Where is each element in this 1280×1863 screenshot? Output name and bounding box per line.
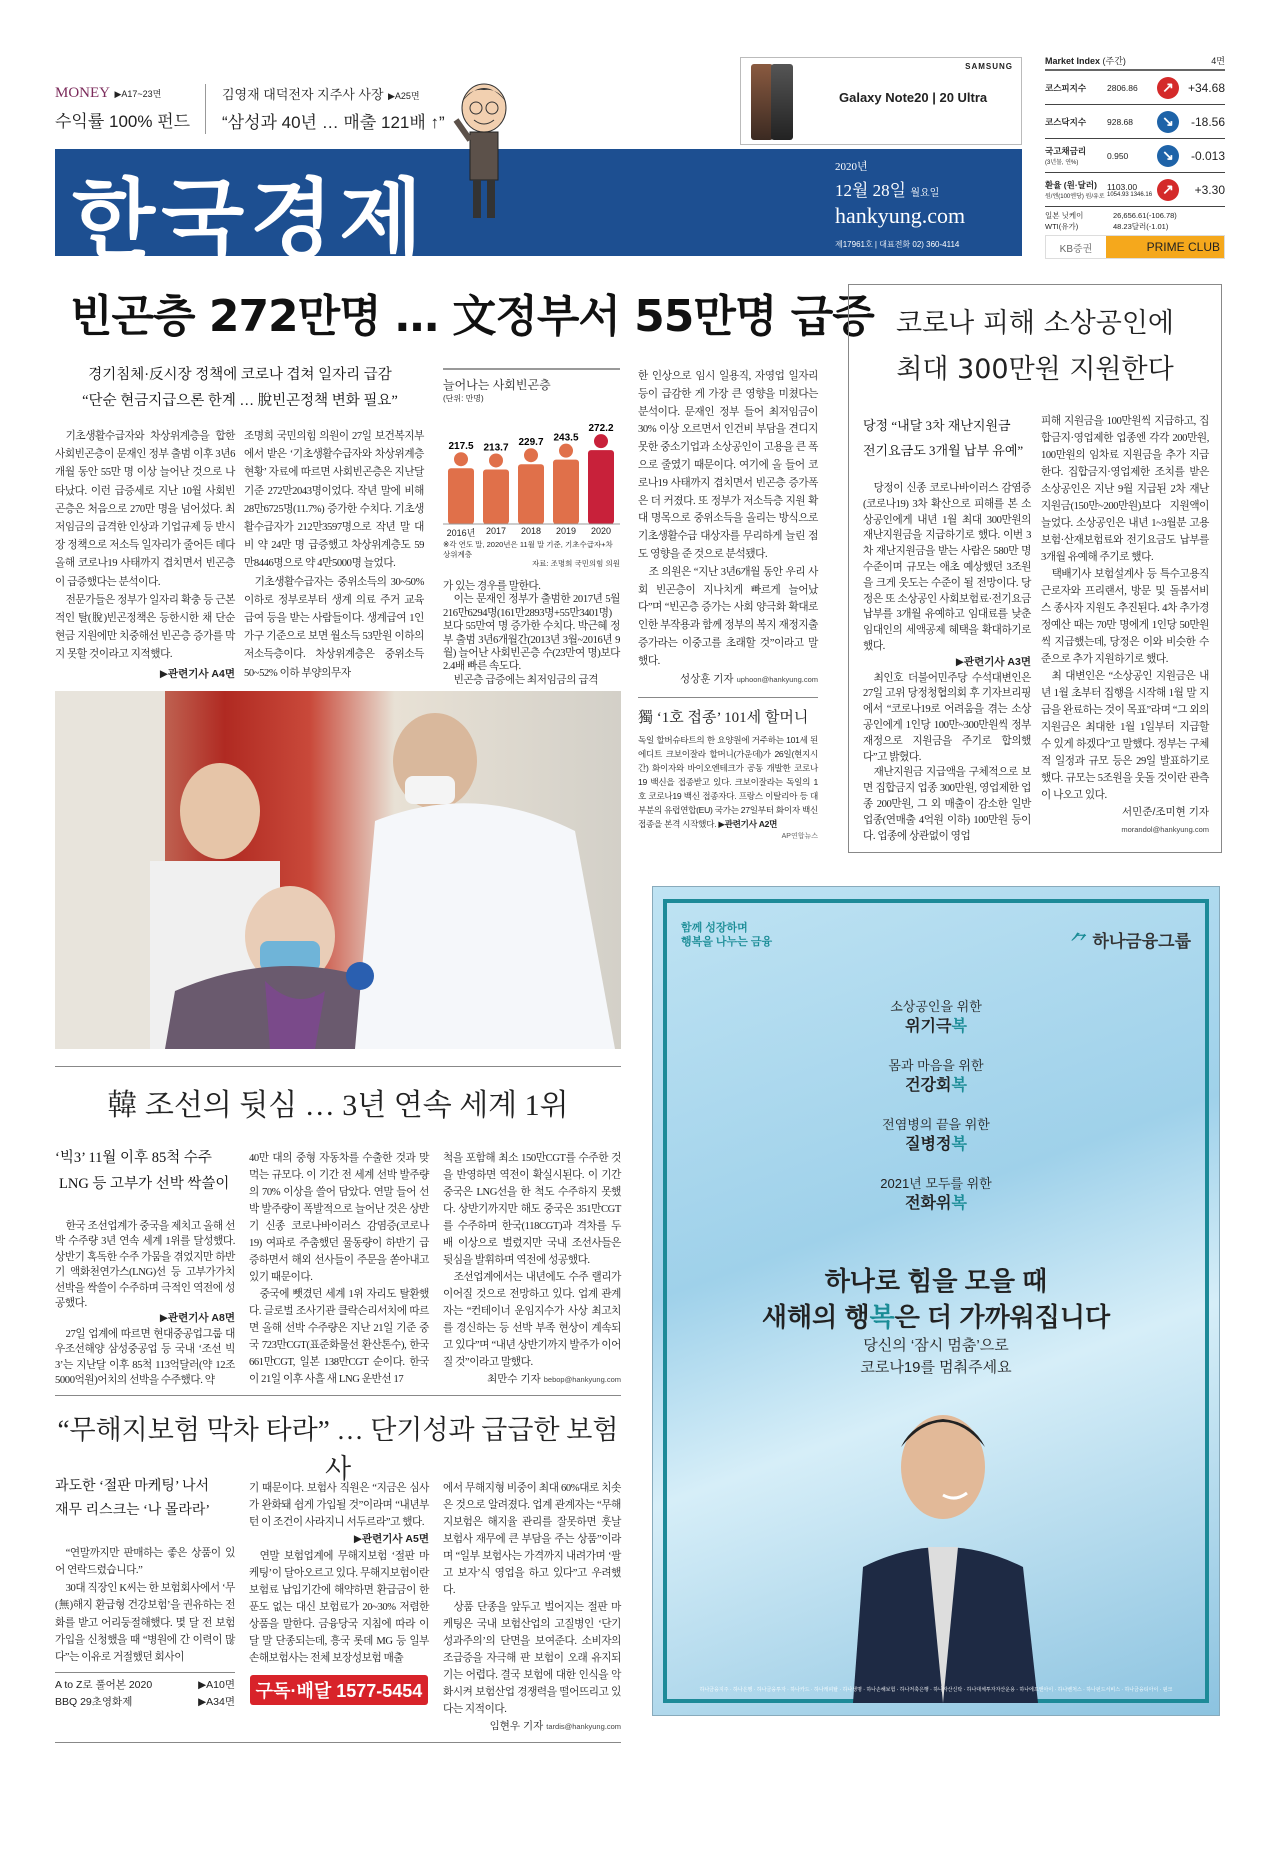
insurance-col-3 xyxy=(443,1480,621,1735)
ad-message-accent: 복 xyxy=(951,1077,967,1094)
chart-x-label: 2016년 xyxy=(446,528,476,538)
weekday: 월요일 xyxy=(910,188,940,199)
market-page: 4면 xyxy=(1211,56,1225,66)
newspaper-logo[interactable]: 한국경제 xyxy=(72,170,429,270)
index-link[interactable] xyxy=(55,1677,235,1694)
market-index xyxy=(1045,54,1225,259)
ad-footer: 하나금융지주 · 하나은행 · 하나금융투자 · 하나카드 · 하나캐피탈 · 하나생명 · 하나손해보험 · 하나저축은행 · 하나자산신탁 · 하나대체투자자산운용 · 하나에프앤아이 · 하나벤처스 · 하나펀드서비스 · 하나금융티아이 · 핀크 xyxy=(699,1687,1173,1693)
phone-image xyxy=(751,64,773,140)
article-paragraph: 기초생활수급자는 중위소득의 30~50% 이하로 정부로부터 생계 의료 주거 교육 급여 등을 받는 사람들이다. 생계급여 1인 가구 기준으로 보면 월소득 53만원 이하의 저소득층이다. 차상위계층은 중위소득 50~52% 이하 부양의무자 xyxy=(244,576,424,679)
insurance-col-1 xyxy=(55,1475,235,1667)
article-paragraph: 조선업계에서는 내년에도 수주 랠리가 이어질 것으로 전망하고 있다. 업계 관계자는 “컨테이너 운임지수가 사상 최고치를 경신하는 등 선박 부족 현상이 계속되고 있다”며 “내년 상반기까지 발주가 이어질 것”이라고 말했다. xyxy=(443,1272,621,1368)
hana-logo: 하나금융그룹 xyxy=(1092,932,1191,951)
samsung-ad[interactable] xyxy=(740,57,1022,145)
ad-message-small: 전염병의 끝을 위한 xyxy=(882,1117,990,1132)
ad-message xyxy=(653,1174,1219,1214)
masthead-date-block: 2020년 12월 28일 월요일 hankyung.com 제17961호 | 대표전화 02) 360-4114 xyxy=(835,158,965,250)
index-value: 928.68 xyxy=(1107,116,1133,127)
chart-x-label: 2017 xyxy=(485,526,507,536)
prime-club-label: PRIME CLUB xyxy=(1106,236,1224,258)
ad-main-2c: 은 더 가까워집니다 xyxy=(894,1302,1111,1332)
chart-bar-figure xyxy=(518,448,544,524)
index-name: 코스피지수 xyxy=(1045,82,1087,93)
person-page: ▶A25면 xyxy=(388,91,420,101)
phone-image xyxy=(771,64,793,140)
index-extra: 1054.93 1346.16 xyxy=(1107,191,1153,198)
person-label: 김영재 대덕전자 지주사 사장 xyxy=(222,87,384,102)
lead-sub-2: “단순 현금지급으론 한계 … 脫빈곤정책 변화 필요” xyxy=(82,393,398,409)
ad-message-small: 소상공인을 위한 xyxy=(890,999,982,1014)
poverty-chart xyxy=(443,368,620,573)
issue-number: 제17961호 xyxy=(835,240,873,249)
reporter: 서민준/조미현 기자 xyxy=(1122,806,1209,818)
lead-sub-1: 경기침체·反시장 정책에 코로나 겹쳐 일자리 급감 xyxy=(88,367,392,383)
insurance-col-2 xyxy=(249,1480,429,1667)
ship-sub-2: LNG 등 고부가 선박 싹쓸이 xyxy=(59,1176,230,1192)
index-link-label: BBQ 29초영화제 xyxy=(55,1696,133,1708)
article-paragraph: “연말까지만 판매하는 좋은 상품이 있어 연락드렸습니다.” xyxy=(55,1548,235,1577)
chart-unit: (단위: 만명) xyxy=(443,394,484,403)
reporter-email[interactable]: uphoon@hankyung.com xyxy=(736,674,818,684)
wti-value: 48.23달러(-1.01) xyxy=(1113,222,1169,231)
chart-bar-figure xyxy=(553,444,579,524)
relief-col-1 xyxy=(863,413,1031,844)
website-link[interactable]: hankyung.com xyxy=(835,203,966,228)
nikkei-label: 일본 닛케이 xyxy=(1045,211,1084,220)
money-page: ▶A17~23면 xyxy=(114,89,162,99)
article-paragraph: 기 때문이다. 보험사 직원은 “지금은 심사가 완화돼 쉽게 가입될 것”이라며 “내년부턴 이 조건이 사라지니 서두르라”고 했다. xyxy=(249,1483,429,1528)
divider xyxy=(205,84,206,134)
article-paragraph: 27일 업계에 따르면 현대중공업그룹 대우조선해양 삼성중공업 등 국내 ‘조선 빅3’는 지난달 이후 85척 113억달러(약 12조5000억원)어치의 선박을 수주했다. 약 xyxy=(55,1328,235,1387)
article-paragraph: 30대 직장인 K씨는 한 보험회사에서 ‘무(無)해지 환급형 건강보험’을 권유하는 전화를 받고 어리둥절해했다. 몇 달 전 보험 가입을 신청했을 때 “병원에 간 이력이 많다”는 이유로 거절했던 회사이 xyxy=(55,1582,235,1664)
ad-message xyxy=(653,997,1219,1037)
nikkei-value: 26,656.61(-106.78) xyxy=(1113,211,1177,220)
chart-value-label: 229.7 xyxy=(518,437,544,449)
reporter-email[interactable]: bebop@hankyung.com xyxy=(543,1375,621,1384)
related-article-link[interactable]: ▶관련기사 A2면 xyxy=(718,819,778,829)
chart-bar-figure xyxy=(588,434,614,524)
market-row xyxy=(1045,105,1225,139)
phone: 대표전화 02) 360-4114 xyxy=(879,240,960,249)
article-paragraph: 척을 포함해 최소 150만CGT를 수주한 것을 반영하면 역전이 확실시된다. 이 기간 중국은 LNG선을 한 척도 수주하지 못했다. 상반기까지만 해도 중국은 351만CGT를 수주하며 한국(118CGT)과 격차를 두 배 이상으로 벌렸지만 국내 조선사들은 뒷심을 발휘하며 역전에 성공했다. xyxy=(443,1153,621,1266)
kb-logo: KB증권 xyxy=(1059,243,1093,255)
ad-message xyxy=(653,1056,1219,1096)
photo-title: 獨 ‘1호 접종’ 101세 할머니 xyxy=(638,710,809,726)
wti-label: WTI(유가) xyxy=(1045,222,1079,231)
article-paragraph: 가 있는 경우를 말한다. xyxy=(443,581,541,592)
market-period: (주간) xyxy=(1102,56,1126,66)
kb-prime-club-ad[interactable] xyxy=(1045,235,1225,259)
date: 12월 28일 xyxy=(835,181,907,200)
lead-headline[interactable]: 빈곤층 272만명 … 文정부서 55만명 급증 xyxy=(70,291,874,342)
ad-small-2: 코로나19를 멈춰주세요 xyxy=(860,1359,1012,1376)
money-teaser[interactable] xyxy=(55,84,190,132)
ad-small-1: 당신의 ‘잠시 멈춤’으로 xyxy=(863,1337,1009,1354)
relief-article-box xyxy=(848,284,1222,853)
ad-message-big: 전화위 xyxy=(905,1195,952,1212)
article-paragraph: 연말 보험업계에 무해지보험 ‘절판 마케팅’이 달아오르고 있다. 무해지보험이란 보험료 납입기간에 해약하면 환급금이 한 푼도 없는 대신 보험료가 20~30% 저렴한 상품을 말한다. 금융당국 지침에 따라 이달 말 단종되는데, 흥국 롯데 MG 등 일부 손해보험사는 전체 보장성보험 매출 xyxy=(249,1551,429,1664)
ad-tagline-2: 행복을 나누는 금융 xyxy=(681,936,773,948)
article-paragraph: 최인호 더불어민주당 수석대변인은 27일 고위 당정청협의회 후 기자브리핑에서 “코로나19로 어려움을 겪는 소상공인에게 1인당 100만~300만원씩 정부 재정으로 지원금을 주기로 합의했다”고 밝혔다. xyxy=(863,672,1031,763)
product-name: Galaxy Note20 | 20 Ultra xyxy=(839,90,988,105)
year: 2020년 xyxy=(835,161,868,173)
ad-main-2b: 복 xyxy=(869,1302,895,1332)
lead-subheadline xyxy=(55,362,425,414)
chart-title: 늘어나는 사회빈곤층 xyxy=(443,378,551,392)
index-link-label: A to Z로 풀어본 2020 xyxy=(55,1679,153,1691)
ad-main-1: 하나로 힘을 모을 때 xyxy=(824,1266,1048,1296)
chart-value-label: 217.5 xyxy=(448,441,474,453)
lead-col-3 xyxy=(443,580,620,687)
lead-col-1 xyxy=(55,428,235,683)
ad-message-accent: 복 xyxy=(951,1136,967,1153)
market-row xyxy=(1045,173,1225,207)
ad-message-accent: 복 xyxy=(951,1195,967,1212)
relief-headline-1[interactable]: 코로나 피해 소상공인에 xyxy=(896,308,1174,339)
index-value: 1103.00 xyxy=(1107,181,1138,192)
arrow-down-icon: ↘ xyxy=(1157,111,1179,133)
money-title: 수익률 100% 펀드 xyxy=(55,112,191,131)
ad-model-photo xyxy=(843,1397,1043,1703)
ship-col-3 xyxy=(443,1150,621,1388)
insurance-headline[interactable]: “무해지보험 막차 타라” … 단기성과 급급한 보험사 xyxy=(57,1415,619,1484)
relief-sub-1: 당정 “내달 3차 재난지원금 xyxy=(863,418,1011,433)
ship-headline[interactable]: 韓 조선의 뒷심 … 3년 연속 세계 1위 xyxy=(107,1089,569,1122)
chart-x-label: 2020 xyxy=(590,526,612,536)
vaccination-photo[interactable] xyxy=(55,691,621,1049)
market-row xyxy=(1045,71,1225,105)
ship-col-1 xyxy=(55,1145,235,1388)
lead-col-2 xyxy=(244,428,424,683)
divider xyxy=(55,1066,621,1067)
chart-value-label: 272.2 xyxy=(588,423,614,435)
index-links xyxy=(55,1672,235,1711)
article-paragraph: 당정이 신종 코로나바이러스 감염증(코로나19) 3차 확산으로 피해를 본 소상공인에게 내년 1월 최대 300만원의 재난지원금을 지급하기로 했다. 이번 3차 재난지원금을 받는 사람은 580만 명 수준이며 규모는 애초 예상했던 3조원을 크게 웃도는 수준이 될 전망이다. 당정은 또 소상공인 사회보험료·전기요금 납부를 3개월 유예하고 임대료를 낮춘 임대인의 세액공제 혜택을 확대하기로 했다. xyxy=(863,483,1031,652)
ad-message-big: 위기극 xyxy=(905,1018,952,1035)
index-change: -0.013 xyxy=(1190,148,1225,163)
samsung-logo: SAMSUNG xyxy=(965,62,1013,71)
relief-col-2 xyxy=(1041,413,1209,838)
market-row xyxy=(1045,139,1225,173)
ad-message-accent: 복 xyxy=(951,1018,967,1035)
reporter-email[interactable]: morandol@hankyung.com xyxy=(1121,825,1209,834)
insurance-sub-1: 과도한 ‘절판 마케팅’ 나서 xyxy=(55,1479,210,1494)
divider xyxy=(55,1742,621,1743)
ad-message xyxy=(653,1115,1219,1155)
caption-text: 독일 할버슈타트의 한 요양원에 거주하는 101세 된 에디트 크보이잘라 할머니(가운데)가 26일(현지시간) 화이자와 바이오엔테크가 공동 개발한 코로나19 백신을 접종받고 있다. 크보이잘라는 독일의 1호 코로나19 백신 접종자다. 프랑스 이탈리아 등 대부분의 유럽연합(EU) 국가는 27일부터 화이자 백신 접종을 본격 시작했다. xyxy=(638,735,818,829)
related-article-link[interactable]: ▶관련기사 A8면 xyxy=(159,1312,235,1325)
related-article-link[interactable]: ▶관련기사 A3면 xyxy=(955,655,1031,668)
relief-headline xyxy=(849,301,1221,393)
person-teaser[interactable] xyxy=(222,84,445,133)
ship-sub-1: ‘빅3’ 11월 이후 85척 수주 xyxy=(55,1150,212,1166)
relief-headline-2[interactable]: 최대 300만원 지원한다 xyxy=(896,354,1174,385)
article-paragraph: 40만 대의 중형 자동차를 수출한 것과 맞먹는 규모다. 이 기간 전 세계 선박 발주량의 70% 이상을 쓸어 담았다. 연말 들어 선박 발주량이 폭발적으로 늘어난 것은 상반기 신종 코로나바이러스 감염증(코로나19) 여파로 주춤했던 물동량이 하반기 급증하면서 해외 선사들이 주문을 쏟아내고 있기 때문이다. xyxy=(249,1153,429,1283)
related-article-link[interactable]: ▶관련기사 A5면 xyxy=(353,1533,429,1545)
index-name: 국고채금리 xyxy=(1045,146,1087,156)
photo-illustration xyxy=(55,691,621,1049)
chart-value-label: 213.7 xyxy=(483,442,509,454)
market-title: Market Index xyxy=(1045,56,1101,66)
arrow-down-icon: ↘ xyxy=(1157,145,1179,167)
index-name: 환율 (원·달러) xyxy=(1045,180,1097,190)
relief-sub-2: 전기요금도 3개월 납부 유예” xyxy=(863,443,1024,458)
chart-x-label: 2018 xyxy=(520,526,542,536)
article-paragraph: 조 의원은 “지난 3년6개월 동안 우리 사회 빈곤층이 지나치게 빠르게 늘어났다”며 “빈곤층 증가는 사회 양극화 확대로 인한 부작용과 함께 정부의 복지 재정지출 증가라는 이중고를 초래할 것”이라고 말했다. xyxy=(638,566,818,667)
article-paragraph: 최 대변인은 “소상공인 지원금은 내년 1월 초부터 집행을 시작해 1월 말 지급을 완료하는 것이 목표”라며 “그 외의 지원금은 최대한 1월 1일부터 지급할 수 있게 하겠다”고 말했다. 정부는 구체적 일정과 규모 등은 29일 발표하기로 했다. 규모는 5조원을 웃돌 것이란 관측이 나오고 있다. xyxy=(1041,671,1209,801)
article-paragraph: 에서 무해지형 비중이 최대 60%대로 치솟은 것으로 알려졌다. 업계 관계자는 “무해지보험은 해지율 관리를 잘못하면 훗날 보험사 재무에 큰 부담을 주는 상품”이라며 “일부 보험사는 가격까지 내려가며 ‘팔고 보자’식 영업을 하고 있다”고 우려했다. xyxy=(443,1483,621,1596)
hana-logo-icon: ⺈ xyxy=(1070,932,1088,951)
chart-source: 자료: 조명희 국민의힘 의원 xyxy=(531,559,620,568)
chart-bar-figure xyxy=(483,453,509,524)
ad-message-big: 질병정 xyxy=(905,1136,952,1153)
related-article-link[interactable]: ▶관련기사 A4면 xyxy=(159,667,235,680)
chart-note: ※각 연도 말, 2020년은 11월 말 기준, 기초수급자+차상위계층 xyxy=(443,540,613,559)
index-change: +34.68 xyxy=(1187,80,1225,95)
article-paragraph: 택배기사 보험설계사 등 특수고용직 근로자와 프리랜서, 방문 및 돌봄서비스 종사자 지원도 추진된다. 4차 추가경정예산 때는 70만 명에게 1인당 50만원씩 지급했는데, 당정은 이와 비슷한 수준으로 추가 지원하기로 했다. xyxy=(1041,569,1209,665)
article-paragraph: 조명희 국민의힘 의원이 27일 보건복지부에서 받은 ‘기초생활수급자와 차상위계층 현황’ 자료에 따르면 사회빈곤층은 지난달 기준 272만2043명이었다. 작년 말에 비해 28만6725명(11.7%) 증가한 수치다. 기초생활수급자가 212만3597명으로 작년 말 대비 약 24만 명 급증했고 차상위계층도 59만8446명으로 약 4만5000명 늘었다. xyxy=(244,431,424,570)
reporter: 임현우 기자 xyxy=(489,1720,544,1732)
subscribe-button[interactable]: 구독·배달 1577-5454 xyxy=(250,1675,428,1705)
reporter-email[interactable]: tardis@hankyung.com xyxy=(546,1722,621,1731)
ad-tagline-1: 함께 성장하며 xyxy=(681,922,748,934)
index-name: 코스닥지수 xyxy=(1045,116,1087,127)
lead-col-4 xyxy=(638,368,818,688)
reporter: 성상훈 기자 xyxy=(679,672,734,685)
caricature-illustration xyxy=(448,80,518,230)
index-change: -18.56 xyxy=(1190,114,1225,129)
ship-col-2 xyxy=(249,1150,429,1388)
ad-main-2a: 새해의 행 xyxy=(761,1302,870,1332)
index-link[interactable] xyxy=(55,1694,235,1711)
article-paragraph: 한국 조선업계가 중국을 제치고 올해 선박 수주량 3년 연속 세계 1위를 달성했다. 상반기 혹독한 수주 가뭄을 겪었지만 하반기 액화천연가스(LNG)선 등 고부가가치 선박을 싹쓸이 수주하며 극적인 역전에 성공했다. xyxy=(55,1221,235,1310)
chart-x-label: 2019 xyxy=(555,526,577,536)
ad-message-big: 건강회 xyxy=(905,1077,952,1094)
article-paragraph: 이는 문재인 정부가 출범한 2017년 5월 216만6294명(161만2893명+55만3401명)보다 55만여 명 증가한 수치다. 박근혜 정부 출범 3년6개월간(2013년 3월~2016년 9월) 늘어난 사회빈곤층 수(23만여 명)보다 2.4배 빠른 속도다. xyxy=(443,594,620,673)
article-paragraph: 재난지원금 지급액을 구체적으로 보면 집합금지 업종 300만원, 영업제한 업종 200만원, 그 외 매출이 감소한 일반업종(연매출 4억원 이하) 100만원 등이다. 업종에 상관없이 영업 xyxy=(863,767,1031,842)
article-paragraph: 한 인상으로 임시 일용직, 자영업 일자리 등이 급감한 게 가장 큰 영향을 미쳤다는 분석이다. 문재인 정부 들어 최저임금이 30% 이상 오르면서 인건비 부담을 견디지 못한 중소기업과 소상공인이 고용을 큰 폭으로 줄였기 때문이다. 여기에 올 들어 코로나19 사태까지 겹치면서 빈곤층 증가폭은 더 커졌다. 또 정부가 저소득층 지원 확대 명목으로 중위소득을 올리는 방식으로 기초생활수급 대상자를 무리하게 늘린 점도 영향을 준 것으로 분석됐다. xyxy=(638,371,818,560)
arrow-up-icon: ↗ xyxy=(1157,179,1179,201)
person-quote: “삼성과 40년 … 매출 121배 ↑” xyxy=(222,113,445,132)
photo-caption xyxy=(638,697,818,841)
ad-message-small: 2021년 모두를 위한 xyxy=(880,1176,992,1191)
index-value: 2806.86 xyxy=(1107,82,1138,93)
index-value: 0.950 xyxy=(1107,150,1129,161)
article-paragraph: 피해 지원금을 100만원씩 지급하고, 집합금지·영업제한 업종엔 각각 200만원, 100만원의 임차료 지원금을 추가 지급한다. 집합금지·영업제한 조치를 받은 소상공인은 지난 9월 지급된 2차 재난지원금(150만~200만원)보다 지원액이 늘었다. 소상공인은 내년 1~3월분 고용보험·산재보험료와 전기요금도 납부를 3개월 유예해 주기로 했다. xyxy=(1041,416,1209,563)
article-paragraph: 전문가들은 정부가 일자리 확충 등 근본적인 탈(脫)빈곤정책은 등한시한 채 단순 현금 지원에만 치중해선 빈곤층 증가를 막지 못할 것이라고 지적했다. xyxy=(55,594,235,661)
index-link-page: ▶A10면 xyxy=(198,1679,235,1691)
article-paragraph: 상품 단종을 앞두고 벌어지는 절판 마케팅은 국내 보험산업의 고질병인 ‘단기 성과주의’의 단면을 보여준다. 소비자의 조급증을 자극해 판 보험이 오래 유지되기는 어렵다. 결국 보험에 대한 인식을 악화시켜 보험산업 경쟁력을 떨어뜨리고 있다는 지적이다. xyxy=(443,1602,621,1715)
money-label: MONEY xyxy=(55,85,110,101)
photo-credit: AP연합뉴스 xyxy=(781,833,818,840)
ad-message-small: 몸과 마음을 위한 xyxy=(888,1058,984,1073)
chart-bar-figure xyxy=(448,452,474,524)
chart-plot xyxy=(443,396,620,526)
divider xyxy=(55,1395,621,1396)
index-sub: 원/엔(100엔당) 원/유로 xyxy=(1045,194,1105,200)
arrow-up-icon: ↗ xyxy=(1157,77,1179,99)
reporter: 최만수 기자 xyxy=(487,1373,541,1385)
article-paragraph: 중국에 뺏겼던 세계 1위 자리도 탈환했다. 글로벌 조사기관 클락슨리서치에 따르면 올해 선박 수주량은 지난 21일 기준 중국 723만CGT(표준화물선 환산톤수), 한국 661만CGT, 일본 138만CGT 순이다. 한국이 21일 이후 사흘 새 LNG 운반선 17 xyxy=(249,1289,429,1385)
index-change: +3.30 xyxy=(1194,182,1225,197)
hana-financial-ad[interactable] xyxy=(652,886,1220,1716)
insurance-sub-2: 재무 리스크는 ‘나 몰라라’ xyxy=(55,1503,211,1518)
article-paragraph: 기초생활수급자와 차상위계층을 합한 사회빈곤층이 문재인 정부 출범 이후 3년6개월 동안 55만 명 이상 늘어난 것으로 나타났다. 이런 급증세로 지난 10월 사회빈곤층은 처음으로 270만 명을 넘어섰다. 최저임금의 급격한 인상과 기업규제 등 반시장 정책으로 저소득 일자리가 줄어든 데다 올해 코로나19 사태까지 겹치면서 빈곤층이 급증했다는 분석이다. xyxy=(55,431,235,588)
article-paragraph: 빈곤층 급증에는 최저임금의 급격 xyxy=(453,674,599,686)
chart-value-label: 243.5 xyxy=(553,432,579,444)
index-sub: (3년물, 연%) xyxy=(1045,160,1079,166)
index-link-page: ▶A34면 xyxy=(198,1696,235,1708)
